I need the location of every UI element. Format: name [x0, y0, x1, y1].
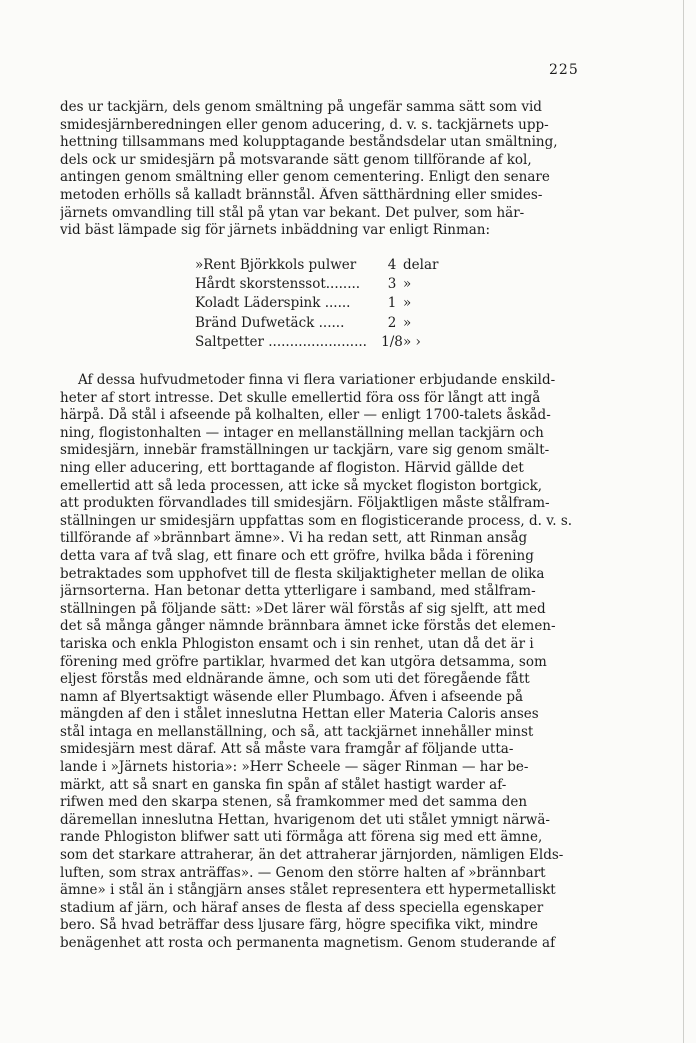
text-line: smidesjärn mest däraf. Att så måste vara framgår af följande utta- — [60, 741, 514, 758]
recipe-quantity: 4 — [387, 257, 397, 273]
text-line: luften, som strax anträffas». — Genom den större halten af »brännbart — [60, 864, 546, 881]
recipe-ingredient: Saltpetter ....................... — [195, 333, 367, 350]
text-line: eljest förstås med eldnärande ämne, och som uti det föregående fått — [60, 671, 530, 688]
text-line: detta vara af två slag, ett finare och ett gröfre, hvilka båda i förening — [60, 547, 534, 564]
text-line: stadium af järn, och häraf anses de flesta af dess speciella egenskaper — [60, 899, 544, 916]
text-line: emellertid att så leda processen, att icke så mycket flogiston bortgick, — [60, 477, 543, 494]
paragraph-1 — [60, 99, 600, 240]
text-line: vid bäst lämpade sig för järnets inbäddning var enligt Rinman: — [60, 222, 491, 239]
text-line: däremellan inneslutna Hettan, hvarigenom det uti stålet ymnigt närwä- — [60, 811, 550, 828]
recipe-list — [195, 256, 465, 352]
text-line: betraktades som upphofvet till de flesta skiljaktigheter mellan de olika — [60, 565, 545, 582]
recipe-ingredient: Hårdt skorstenssot........ — [195, 276, 361, 293]
recipe-ingredient: Koladt Läderspink ...... — [195, 295, 351, 312]
text-line: mängden af den i stålet inneslutna Hettan eller Materia Caloris anses — [60, 706, 539, 723]
recipe-row — [195, 333, 465, 352]
page-number: 225 — [549, 62, 579, 78]
recipe-quantity: 3 — [387, 276, 397, 293]
text-line: att produkten förvandlades till smidesjärn. Följaktligen måste stålfram- — [60, 495, 550, 512]
text-line: dels ock ur smidesjärn på motsvarande sätt genom tillförande af kol, — [60, 151, 532, 168]
recipe-row — [195, 256, 465, 275]
recipe-quantity: 2 — [387, 314, 397, 331]
text-line: tariska och enkla Phlogiston ensamt och i sin renhet, utan då det är i — [60, 635, 534, 652]
text-line: tillförande af »brännbart ämne». Vi ha redan sett, att Rinman ansåg — [60, 530, 528, 547]
text-line: benägenhet att rosta och permanenta magnetism. Genom studerande af — [60, 935, 556, 951]
recipe-row — [195, 275, 465, 294]
text-line: rifwen med den skarpa stenen, så framkommer med det samma den — [60, 794, 528, 811]
recipe-row — [195, 294, 465, 313]
recipe-quantity: 1/8 — [381, 333, 403, 350]
recipe-unit: » › — [403, 333, 421, 350]
text-line: stål intaga en mellanställning, och så, att tackjärnet innehåller minst — [60, 723, 534, 740]
text-line: järnsorterna. Han betonar detta ytterligare i samband, med stålfram- — [60, 583, 536, 600]
text-line: bero. Så hvad beträffar dess ljusare färg, högre specifika vikt, mindre — [60, 917, 538, 934]
paragraph-2 — [60, 372, 600, 953]
text-line: hettning tillsammans med kolupptagande beståndsdelar utan smältning, — [60, 134, 558, 151]
text-line: smidesjärn, innebär framställningen ur tackjärn, vare sig genom smält- — [60, 442, 550, 459]
text-line: det så många gånger nämnde brännbara ämnet icke förstås det elemen- — [60, 618, 556, 635]
recipe-ingredient: »Rent Björkkols pulwer — [195, 257, 357, 273]
recipe-unit: » — [403, 314, 412, 331]
text-line: härpå. Då stål i afseende på kolhalten, eller — enligt 1700-talets åskåd- — [60, 407, 551, 424]
text-line: som det starkare attraherar, än det attraherar järnjorden, nämligen Elds- — [60, 847, 564, 864]
recipe-unit: » — [403, 276, 412, 293]
text-line: rande Phlogiston blifwer satt uti förmåga att förena sig med ett ämne, — [60, 829, 543, 846]
text-line: lande i »Järnets historia»: »Herr Scheele — säger Rinman — har be- — [60, 759, 529, 776]
text-line: des ur tackjärn, dels genom smältning på ungefär samma sätt som vid — [60, 99, 542, 115]
text-line: ställningen på följande sätt: »Det lärer wäl förstås af sig sjelft, att med — [60, 600, 546, 617]
text-line: metoden erhölls så kalladt brännstål. Äfven sätthärdning eller smides- — [60, 186, 543, 203]
recipe-unit: » — [403, 295, 412, 312]
text-line: Af dessa hufvudmetoder finna vi flera variationer erbjudande enskild- — [78, 372, 556, 388]
recipe-ingredient: Bränd Dufwetäck ...... — [195, 314, 345, 331]
text-line: namn af Blyertsaktigt wäsende eller Plumbago. Äfven i afseende på — [60, 688, 524, 705]
text-line: antingen genom smältning eller genom cementering. Enligt den senare — [60, 169, 550, 186]
text-line: ning eller aducering, ett borttagande af flogiston. Härvid gällde det — [60, 459, 524, 476]
text-line: heter af stort intresse. Det skulle emellertid föra oss för långt att ingå — [60, 389, 541, 406]
text-line: järnets omvandling till stål på ytan var bekant. Det pulver, som här- — [60, 204, 525, 221]
text-line: ning, flogistonhalten — intager en mellanställning mellan tackjärn och — [60, 424, 544, 441]
text-line: märkt, att så snart en ganska fin spån af stålet hastigt warder af- — [60, 776, 507, 793]
recipe-unit: delar — [403, 257, 439, 273]
recipe-quantity: 1 — [387, 295, 397, 312]
text-line: ämne» i stål än i stångjärn anses stålet representera ett hypermetalliskt — [60, 882, 556, 899]
text-line: förening med gröfre partiklar, hvarmed det kan utgöra detsamma, som — [60, 653, 547, 670]
recipe-row — [195, 314, 465, 333]
page-edge-rule — [683, 0, 684, 1043]
text-line: smidesjärnberedningen eller genom aducering, d. v. s. tackjärnets upp- — [60, 116, 549, 133]
text-line: ställningen ur smidesjärn uppfattas som en flogisticerande process, d. v. s. — [60, 512, 573, 529]
